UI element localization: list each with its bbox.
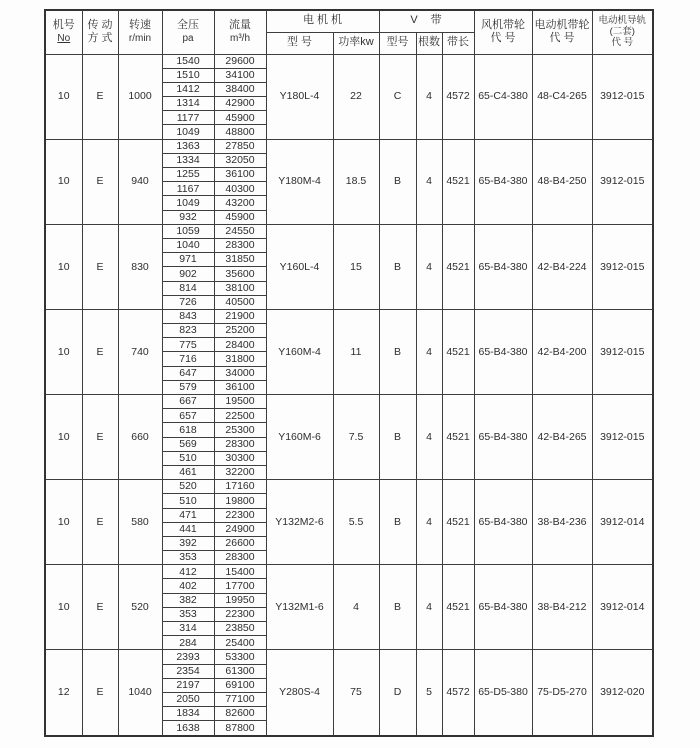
motor-pulley-code-cell: 75-D5-270 xyxy=(532,650,592,736)
pressure-cell: 579 xyxy=(162,380,214,394)
vbelt-count-cell: 4 xyxy=(416,480,442,565)
motor-power-cell: 7.5 xyxy=(333,395,379,480)
flow-cell: 19800 xyxy=(214,494,266,508)
vbelt-model-cell: B xyxy=(379,565,416,650)
pressure-cell: 1040 xyxy=(162,238,214,252)
speed-cell: 660 xyxy=(118,395,162,480)
flow-cell: 32200 xyxy=(214,465,266,479)
fan-pulley-code-cell: 65-B4-380 xyxy=(474,565,532,650)
pressure-cell: 1540 xyxy=(162,54,214,68)
drive-mode-cell: E xyxy=(82,565,118,650)
col-motor-pulley-label-2: 代 号 xyxy=(549,32,575,45)
flow-cell: 31850 xyxy=(214,253,266,267)
vbelt-count-cell: 4 xyxy=(416,224,442,309)
pressure-cell: 392 xyxy=(162,536,214,550)
fan-pulley-code-cell: 65-B4-380 xyxy=(474,309,532,394)
flow-cell: 19950 xyxy=(214,593,266,607)
motor-model-cell: Y132M1-6 xyxy=(266,565,333,650)
motor-pulley-code-cell: 38-B4-212 xyxy=(532,565,592,650)
vbelt-length-cell: 4521 xyxy=(442,309,474,394)
vbelt-count-cell: 4 xyxy=(416,565,442,650)
vbelt-model-cell: B xyxy=(379,309,416,394)
flow-cell: 40500 xyxy=(214,295,266,309)
table-header xyxy=(45,10,653,54)
col-machine-no xyxy=(45,10,82,54)
machine-no-cell: 12 xyxy=(45,650,82,736)
pressure-cell: 520 xyxy=(162,480,214,494)
drive-mode-cell: E xyxy=(82,650,118,736)
speed-cell: 580 xyxy=(118,480,162,565)
flow-cell: 21900 xyxy=(214,309,266,323)
spec-row xyxy=(45,650,653,664)
motor-pulley-code-cell: 42-B4-265 xyxy=(532,395,592,480)
flow-cell: 82600 xyxy=(214,707,266,721)
flow-cell: 34000 xyxy=(214,366,266,380)
flow-cell: 45900 xyxy=(214,210,266,224)
pressure-cell: 1412 xyxy=(162,82,214,96)
flow-cell: 87800 xyxy=(214,721,266,736)
pressure-cell: 284 xyxy=(162,636,214,650)
flow-cell: 40300 xyxy=(214,182,266,196)
flow-cell: 19500 xyxy=(214,395,266,409)
col-motor-rail-label-2: (二套) xyxy=(609,25,635,37)
machine-no-cell: 10 xyxy=(45,480,82,565)
pressure-cell: 667 xyxy=(162,395,214,409)
speed-cell: 1000 xyxy=(118,54,162,139)
pressure-cell: 2197 xyxy=(162,678,214,692)
col-group-vbelt: V 带 xyxy=(379,10,474,32)
vbelt-length-cell: 4521 xyxy=(442,565,474,650)
motor-pulley-code-cell: 38-B4-236 xyxy=(532,480,592,565)
col-flow-unit: m³/h xyxy=(230,33,250,45)
vbelt-length-cell: 4572 xyxy=(442,54,474,139)
col-speed-label: 转速 xyxy=(129,19,151,32)
col-pressure-unit: pa xyxy=(182,33,194,45)
pressure-cell: 1638 xyxy=(162,721,214,736)
col-vbelt-model: 型号 xyxy=(379,32,416,54)
spec-row xyxy=(45,480,653,494)
flow-cell: 77100 xyxy=(214,692,266,706)
pressure-cell: 1255 xyxy=(162,168,214,182)
drive-mode-cell: E xyxy=(82,395,118,480)
col-motor-rail xyxy=(592,10,653,54)
drive-mode-cell: E xyxy=(82,224,118,309)
motor-pulley-code-cell: 48-C4-265 xyxy=(532,54,592,139)
col-drive-label-2: 方 式 xyxy=(87,32,113,45)
col-vbelt-length: 带长 xyxy=(442,32,474,54)
col-speed-unit: r/min xyxy=(128,33,152,45)
col-pressure xyxy=(162,10,214,54)
pressure-cell: 1049 xyxy=(162,196,214,210)
flow-cell: 24900 xyxy=(214,522,266,536)
col-speed xyxy=(118,10,162,54)
col-motor-rail-label-3: 代 号 xyxy=(611,36,634,48)
flow-cell: 36100 xyxy=(214,168,266,182)
machine-no-cell: 10 xyxy=(45,395,82,480)
drive-mode-cell: E xyxy=(82,480,118,565)
vbelt-length-cell: 4521 xyxy=(442,224,474,309)
pressure-cell: 726 xyxy=(162,295,214,309)
table-body xyxy=(45,54,653,736)
pressure-cell: 1314 xyxy=(162,97,214,111)
col-motor-model: 型 号 xyxy=(266,32,333,54)
motor-power-cell: 22 xyxy=(333,54,379,139)
motor-power-cell: 11 xyxy=(333,309,379,394)
col-group-motor: 电 机 机 xyxy=(266,10,379,32)
vbelt-model-cell: B xyxy=(379,224,416,309)
fan-pulley-code-cell: 65-B4-380 xyxy=(474,139,532,224)
flow-cell: 22500 xyxy=(214,409,266,423)
fan-pulley-code-cell: 65-D5-380 xyxy=(474,650,532,736)
vbelt-count-cell: 4 xyxy=(416,54,442,139)
machine-no-cell: 10 xyxy=(45,54,82,139)
vbelt-length-cell: 4572 xyxy=(442,650,474,736)
col-motor-power: 功率kw xyxy=(333,32,379,54)
col-motor-pulley xyxy=(532,10,592,54)
flow-cell: 15400 xyxy=(214,565,266,579)
motor-power-cell: 75 xyxy=(333,650,379,736)
fan-pulley-code-cell: 65-C4-380 xyxy=(474,54,532,139)
drive-mode-cell: E xyxy=(82,139,118,224)
fan-pulley-code-cell: 65-B4-380 xyxy=(474,480,532,565)
flow-cell: 35600 xyxy=(214,267,266,281)
pressure-cell: 1334 xyxy=(162,153,214,167)
vbelt-model-cell: D xyxy=(379,650,416,736)
pressure-cell: 353 xyxy=(162,607,214,621)
spec-row xyxy=(45,395,653,409)
motor-rail-code-cell: 3912-015 xyxy=(592,224,653,309)
spec-row xyxy=(45,565,653,579)
speed-cell: 940 xyxy=(118,139,162,224)
pressure-cell: 402 xyxy=(162,579,214,593)
spec-row xyxy=(45,224,653,238)
pressure-cell: 2393 xyxy=(162,650,214,664)
vbelt-length-cell: 4521 xyxy=(442,139,474,224)
speed-cell: 740 xyxy=(118,309,162,394)
flow-cell: 17160 xyxy=(214,480,266,494)
fan-pulley-code-cell: 65-B4-380 xyxy=(474,224,532,309)
col-pressure-label: 全压 xyxy=(177,19,199,32)
flow-cell: 38400 xyxy=(214,82,266,96)
col-drive xyxy=(82,10,118,54)
motor-rail-code-cell: 3912-014 xyxy=(592,480,653,565)
vbelt-model-cell: B xyxy=(379,395,416,480)
vbelt-count-cell: 4 xyxy=(416,395,442,480)
motor-rail-code-cell: 3912-015 xyxy=(592,395,653,480)
motor-power-cell: 5.5 xyxy=(333,480,379,565)
pressure-cell: 1177 xyxy=(162,111,214,125)
pressure-cell: 510 xyxy=(162,494,214,508)
flow-cell: 43200 xyxy=(214,196,266,210)
pressure-cell: 569 xyxy=(162,437,214,451)
pressure-cell: 647 xyxy=(162,366,214,380)
flow-cell: 32050 xyxy=(214,153,266,167)
drive-mode-cell: E xyxy=(82,54,118,139)
flow-cell: 45900 xyxy=(214,111,266,125)
col-drive-label-1: 传 动 xyxy=(87,18,113,31)
pressure-cell: 657 xyxy=(162,409,214,423)
vbelt-length-cell: 4521 xyxy=(442,480,474,565)
flow-cell: 28300 xyxy=(214,551,266,565)
pressure-cell: 1363 xyxy=(162,139,214,153)
motor-pulley-code-cell: 48-B4-250 xyxy=(532,139,592,224)
flow-cell: 38100 xyxy=(214,281,266,295)
pressure-cell: 461 xyxy=(162,465,214,479)
fan-pulley-code-cell: 65-B4-380 xyxy=(474,395,532,480)
pressure-cell: 1059 xyxy=(162,224,214,238)
pressure-cell: 441 xyxy=(162,522,214,536)
pressure-cell: 814 xyxy=(162,281,214,295)
flow-cell: 22300 xyxy=(214,508,266,522)
drive-mode-cell: E xyxy=(82,309,118,394)
machine-no-cell: 10 xyxy=(45,565,82,650)
speed-cell: 1040 xyxy=(118,650,162,736)
flow-cell: 53300 xyxy=(214,650,266,664)
motor-model-cell: Y180L-4 xyxy=(266,54,333,139)
pressure-cell: 1510 xyxy=(162,68,214,82)
pressure-cell: 2050 xyxy=(162,692,214,706)
pressure-cell: 716 xyxy=(162,352,214,366)
pressure-cell: 412 xyxy=(162,565,214,579)
pressure-cell: 2354 xyxy=(162,664,214,678)
spec-row xyxy=(45,54,653,68)
flow-cell: 24550 xyxy=(214,224,266,238)
col-machine-no-label: 机号 xyxy=(52,19,75,32)
flow-cell: 30300 xyxy=(214,451,266,465)
machine-no-cell: 10 xyxy=(45,224,82,309)
flow-cell: 42900 xyxy=(214,97,266,111)
vbelt-count-cell: 5 xyxy=(416,650,442,736)
flow-cell: 27850 xyxy=(214,139,266,153)
col-flow xyxy=(214,10,266,54)
flow-cell: 61300 xyxy=(214,664,266,678)
motor-model-cell: Y132M2-6 xyxy=(266,480,333,565)
flow-cell: 36100 xyxy=(214,380,266,394)
pressure-cell: 843 xyxy=(162,309,214,323)
pressure-cell: 971 xyxy=(162,253,214,267)
motor-power-cell: 18.5 xyxy=(333,139,379,224)
motor-power-cell: 4 xyxy=(333,565,379,650)
motor-model-cell: Y160M-6 xyxy=(266,395,333,480)
col-fan-pulley-label-1: 风机带轮 xyxy=(481,18,526,31)
flow-cell: 69100 xyxy=(214,678,266,692)
fan-spec-table xyxy=(44,9,654,737)
pressure-cell: 775 xyxy=(162,338,214,352)
vbelt-length-cell: 4521 xyxy=(442,395,474,480)
pressure-cell: 932 xyxy=(162,210,214,224)
flow-cell: 22300 xyxy=(214,607,266,621)
flow-cell: 28400 xyxy=(214,338,266,352)
spec-row xyxy=(45,309,653,323)
pressure-cell: 1834 xyxy=(162,707,214,721)
col-fan-pulley xyxy=(474,10,532,54)
motor-rail-code-cell: 3912-015 xyxy=(592,54,653,139)
flow-cell: 25400 xyxy=(214,636,266,650)
pressure-cell: 510 xyxy=(162,451,214,465)
speed-cell: 830 xyxy=(118,224,162,309)
pressure-cell: 471 xyxy=(162,508,214,522)
col-fan-pulley-label-2: 代 号 xyxy=(490,32,516,45)
pressure-cell: 823 xyxy=(162,324,214,338)
pressure-cell: 618 xyxy=(162,423,214,437)
col-vbelt-count: 根数 xyxy=(416,32,442,54)
col-motor-rail-label-1: 电动机导轨 xyxy=(598,15,647,27)
motor-power-cell: 15 xyxy=(333,224,379,309)
flow-cell: 17700 xyxy=(214,579,266,593)
vbelt-model-cell: B xyxy=(379,139,416,224)
motor-model-cell: Y160L-4 xyxy=(266,224,333,309)
pressure-cell: 314 xyxy=(162,622,214,636)
motor-pulley-code-cell: 42-B4-224 xyxy=(532,224,592,309)
vbelt-count-cell: 4 xyxy=(416,139,442,224)
spec-row xyxy=(45,139,653,153)
motor-pulley-code-cell: 42-B4-200 xyxy=(532,309,592,394)
machine-no-cell: 10 xyxy=(45,139,82,224)
flow-cell: 23850 xyxy=(214,622,266,636)
motor-rail-code-cell: 3912-020 xyxy=(592,650,653,736)
flow-cell: 31800 xyxy=(214,352,266,366)
speed-cell: 520 xyxy=(118,565,162,650)
flow-cell: 29600 xyxy=(214,54,266,68)
pressure-cell: 902 xyxy=(162,267,214,281)
motor-rail-code-cell: 3912-015 xyxy=(592,139,653,224)
pressure-cell: 382 xyxy=(162,593,214,607)
flow-cell: 28300 xyxy=(214,437,266,451)
vbelt-count-cell: 4 xyxy=(416,309,442,394)
flow-cell: 26600 xyxy=(214,536,266,550)
pressure-cell: 1049 xyxy=(162,125,214,139)
col-machine-no-unit: No xyxy=(57,33,71,45)
flow-cell: 34100 xyxy=(214,68,266,82)
motor-model-cell: Y160M-4 xyxy=(266,309,333,394)
motor-model-cell: Y280S-4 xyxy=(266,650,333,736)
pressure-cell: 1167 xyxy=(162,182,214,196)
vbelt-model-cell: C xyxy=(379,54,416,139)
flow-cell: 48800 xyxy=(214,125,266,139)
flow-cell: 28300 xyxy=(214,238,266,252)
flow-cell: 25200 xyxy=(214,324,266,338)
vbelt-model-cell: B xyxy=(379,480,416,565)
pressure-cell: 353 xyxy=(162,551,214,565)
motor-rail-code-cell: 3912-014 xyxy=(592,565,653,650)
machine-no-cell: 10 xyxy=(45,309,82,394)
col-flow-label: 流量 xyxy=(229,19,251,32)
flow-cell: 25300 xyxy=(214,423,266,437)
motor-rail-code-cell: 3912-015 xyxy=(592,309,653,394)
motor-model-cell: Y180M-4 xyxy=(266,139,333,224)
col-motor-pulley-label-1: 电动机带轮 xyxy=(534,18,590,31)
